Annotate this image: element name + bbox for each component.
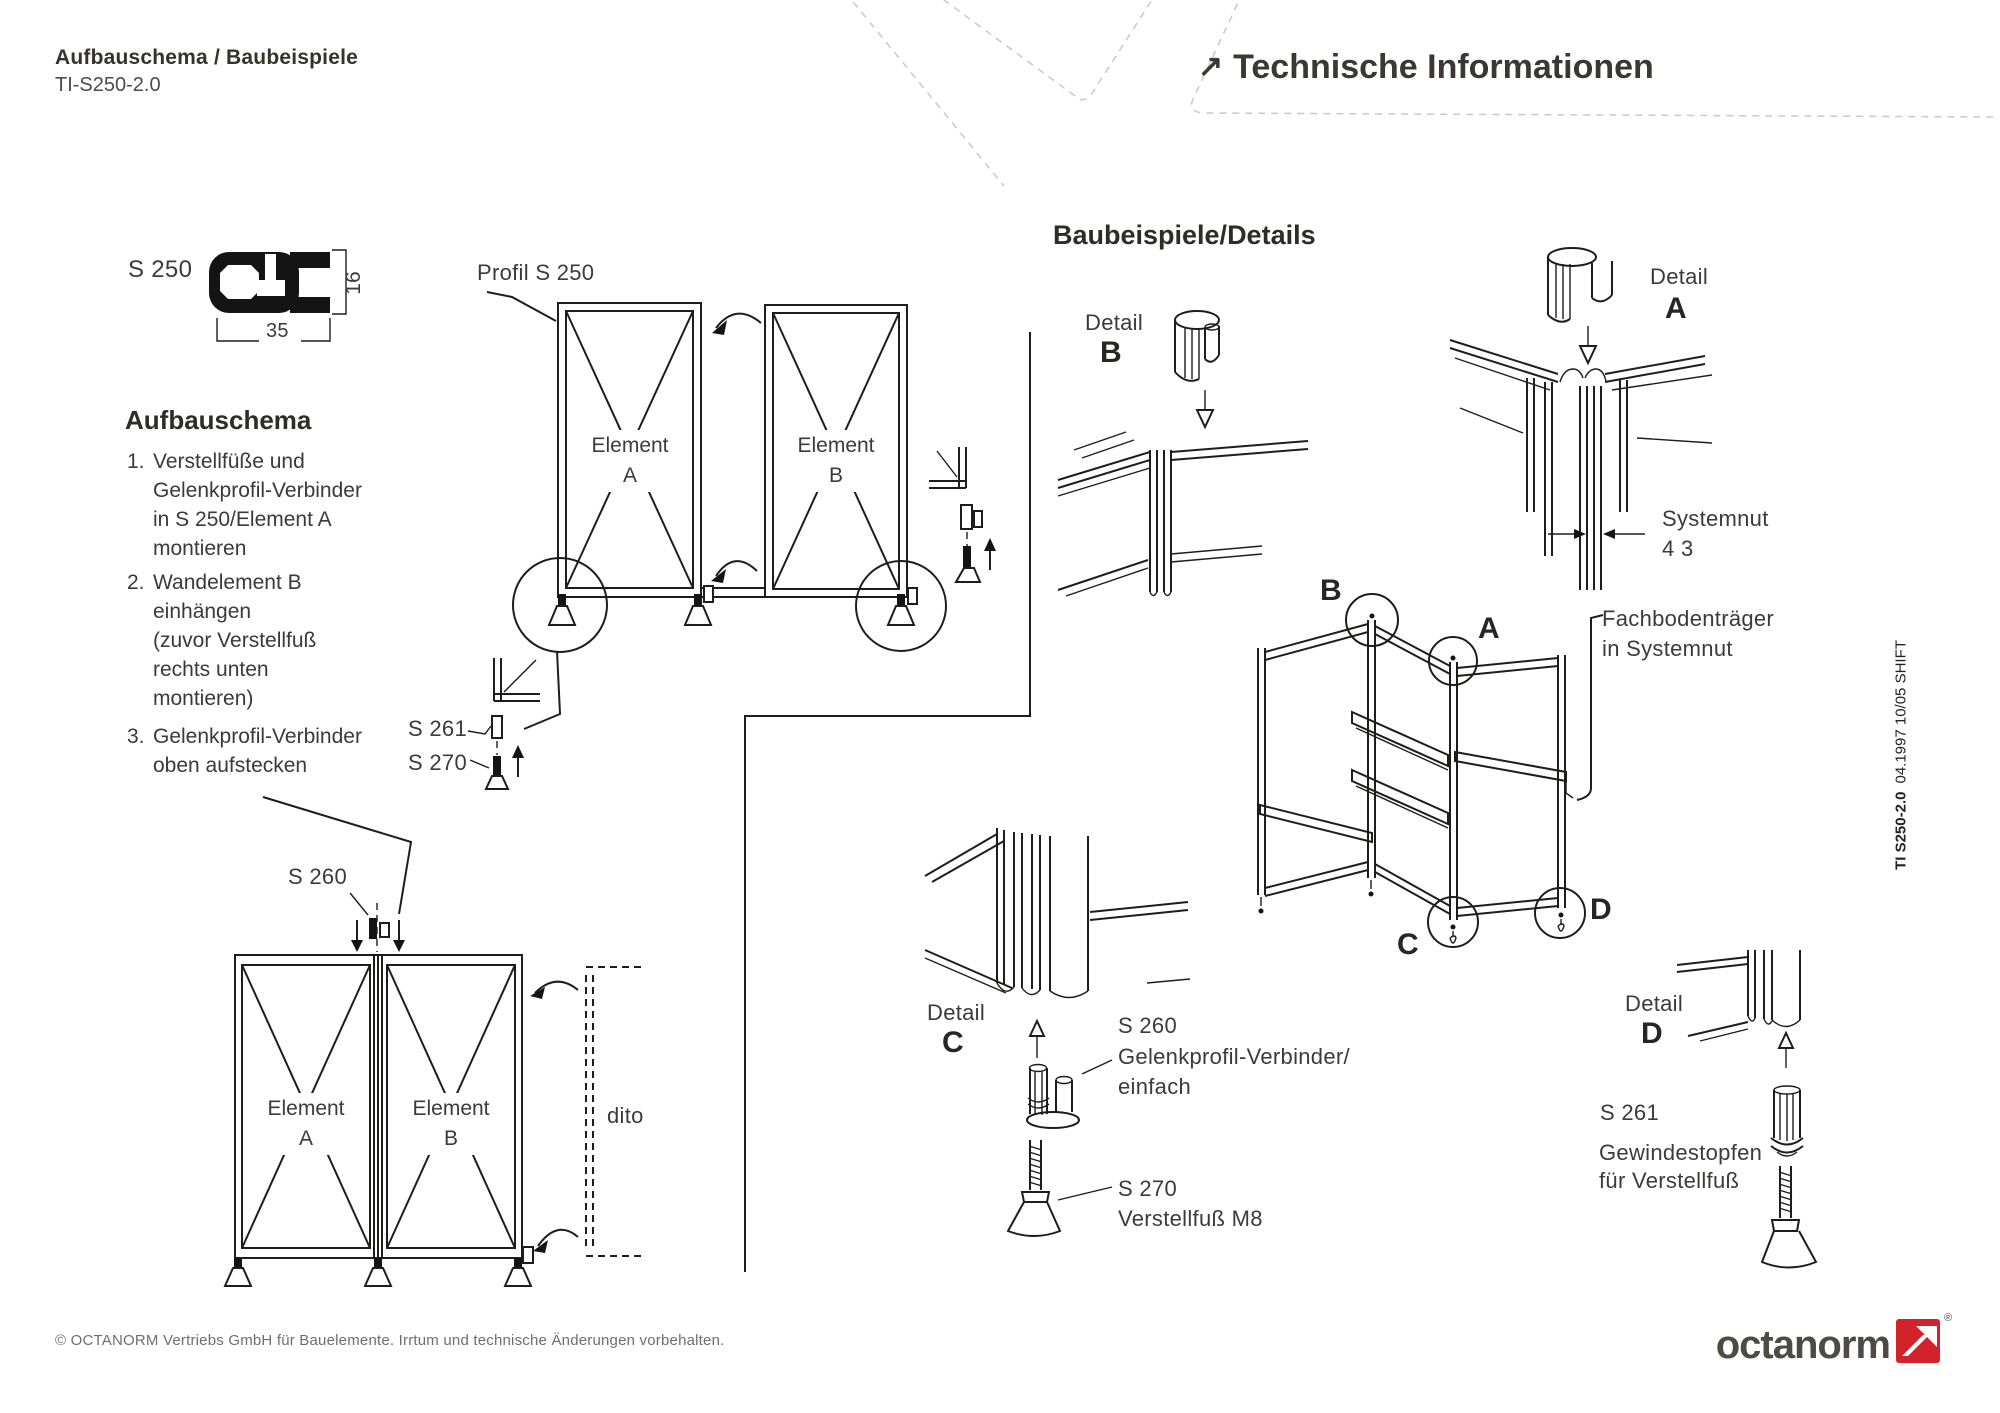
s261-label: S 261 [408,716,467,741]
element-a-word: Element [591,434,669,457]
schema-step-1 [127,447,362,563]
s260-label: S 260 [288,864,347,889]
element-a-word: Element [267,1097,345,1120]
detail-c-part2: S 270 [1118,1176,1177,1201]
step-line: montieren) [153,687,254,710]
detail-c-letter: C [942,1026,964,1059]
step-number: 1. [127,450,145,473]
detail-b-letter: B [1100,336,1122,369]
page-title-text: Technische Informationen [1233,48,1654,86]
assembly-art [1258,594,1603,947]
detail-c-part1: S 260 [1118,1013,1177,1038]
element-a-letter: A [298,1127,313,1150]
step-line: Verstellfüße und [153,450,305,473]
detail-d-part-desc1: Gewindestopfen [1599,1140,1763,1165]
decor-dashed-arrows [845,0,1998,186]
detail-b-word: Detail [1085,310,1144,335]
octanorm-logo-text: octanorm [1715,1323,1890,1367]
detail-d-letter: D [1641,1017,1663,1050]
schema-step-2 [127,568,316,713]
systemnut-dim: 4 3 [1662,536,1694,561]
step-line: Gelenkprofil-Verbinder [153,725,362,748]
detail-d-art [1677,950,1816,1268]
step-line: oben aufstecken [153,754,308,777]
detail-c-part1-desc1: Gelenkprofil-Verbinder/ [1118,1044,1350,1069]
detail-a-letter: A [1665,292,1687,325]
step-line: einhängen [153,600,252,623]
detail-c-part2-desc: Verstellfuß M8 [1118,1206,1263,1231]
element-b-label [796,430,876,492]
detail-d-word: Detail [1625,991,1684,1016]
element-b-word: Element [797,434,875,457]
detail-d-part: S 261 [1600,1100,1659,1125]
fachboden-label-line1: Fachbodenträger [1602,606,1775,631]
step-line: Wandelement B [153,571,302,594]
northeast-arrow-icon: ↗ [1198,50,1224,83]
element-b-letter: B [828,464,843,487]
edge-code [1893,640,1910,870]
step-line: rechts unten [153,658,269,681]
assembly-b-letter: B [1320,574,1342,607]
systemnut-label: Systemnut [1662,506,1769,531]
detail-b-art [1058,311,1308,596]
fachboden-label-line2: in Systemnut [1602,636,1733,661]
assembly-d-letter: D [1590,893,1612,926]
registered-mark: ® [1944,1312,1953,1324]
detail-c-part1-desc2: einfach [1118,1074,1192,1099]
element-b-word: Element [412,1097,490,1120]
schema-step-3 [127,722,362,780]
detail-d-part-desc2: für Verstellfuß [1599,1168,1740,1193]
profile-name-label: S 250 [128,256,193,283]
element-a-label-bottom [266,1093,346,1155]
dito-label: dito [607,1103,644,1128]
assembly-c-letter: C [1397,928,1419,961]
profile-dim-height: 16 [342,271,365,295]
s270-label: S 270 [408,750,467,775]
element-b-label-bott om [411,1093,491,1155]
element-b-letter: B [443,1127,458,1150]
profil-s250-label: Profil S 250 [477,260,595,285]
schema-heading: Aufbauschema [125,405,312,435]
element-a-letter: A [622,464,637,487]
section-divider [745,332,1030,1272]
detail-c-word: Detail [927,1000,986,1025]
edge-code-rest: 04.1997 10/05 SHIFT [1892,640,1910,784]
step-line: in S 250/Element A [153,508,332,531]
top-diagram-art [468,292,996,789]
doc-code: TI-S250-2.0 [55,74,161,96]
step-line: montieren [153,537,247,560]
step-line: Gelenkprofil-Verbinder [153,479,362,502]
footer-copyright: © OCTANORM Vertriebs GmbH für Bauelemente. Irrtum und technische Änderungen vorbehalten. [55,1332,725,1349]
step-number: 2. [127,571,145,594]
edge-code-bold: TI S250-2.0 [1892,791,1910,870]
element-a-label [590,430,670,492]
step-line: (zuvor Verstellfuß [153,629,317,652]
assembly-a-letter: A [1478,612,1500,645]
step-number: 3. [127,725,145,748]
page-title [1198,48,1654,87]
section-title: Aufbauschema / Baubeispiele [55,46,358,69]
details-heading: Baubeispiele/Details [1053,220,1316,250]
octanorm-logo-mark [1896,1319,1940,1363]
detail-a-word: Detail [1650,264,1709,289]
profile-dim-width: 35 [266,320,289,342]
